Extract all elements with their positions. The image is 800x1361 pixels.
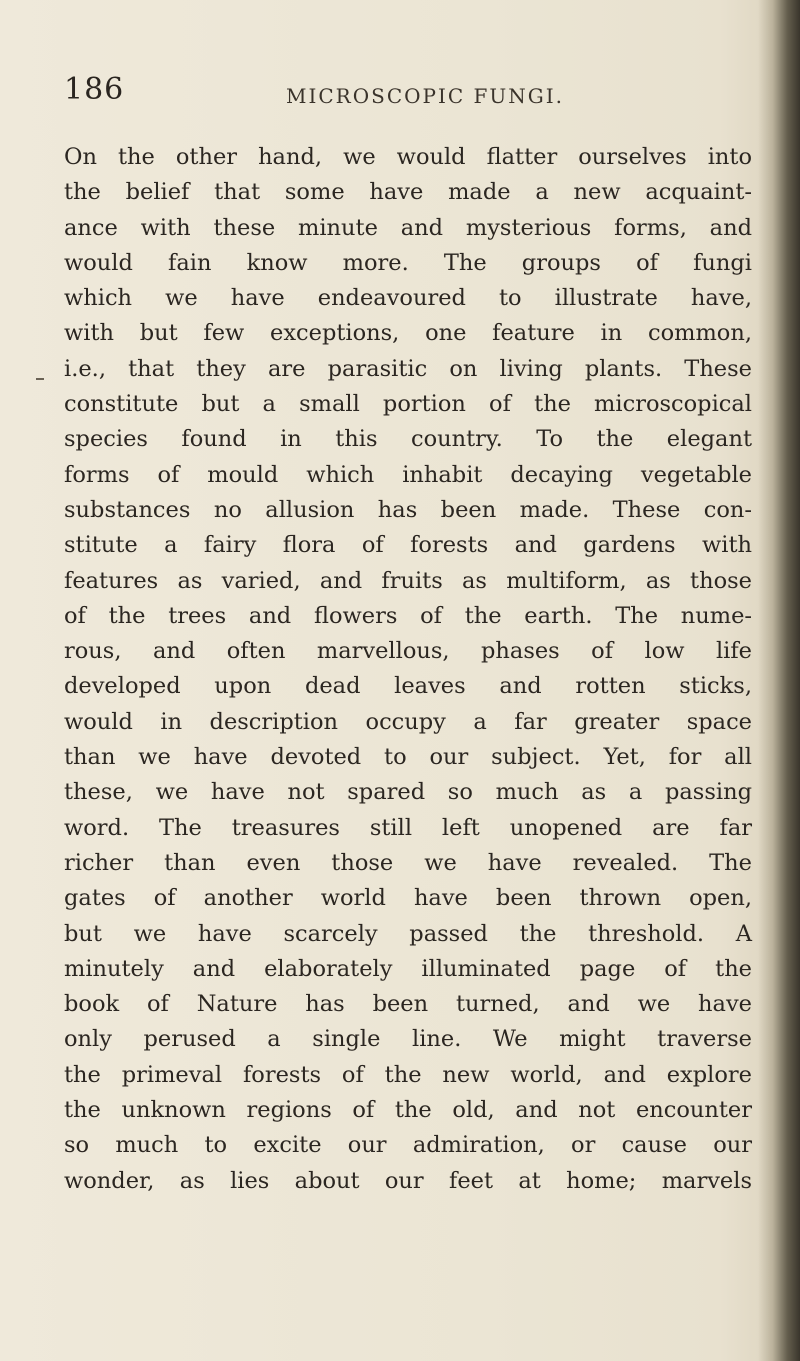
page-binding-shadow (758, 0, 800, 1361)
text-line: i.e., that they are parasitic on living plants. These (64, 355, 752, 382)
text-line: the unknown regions of the old, and not encounter (64, 1097, 752, 1124)
text-line: developed upon dead leaves and rotten sticks, (64, 673, 752, 700)
text-line: would in description occupy a far greater space (64, 708, 752, 735)
text-line: forms of mould which inhabit decaying vegetable (64, 461, 752, 488)
text-line: word. The treasures still left unopened are far (64, 814, 752, 841)
text-line: the primeval forests of the new world, and explore (64, 1061, 752, 1088)
text-line: the belief that some have made a new acquaint- (64, 179, 752, 206)
text-line: but we have scarcely passed the threshold. A (64, 920, 752, 947)
text-line: constitute but a small portion of the microscopical (64, 391, 752, 418)
text-line: book of Nature has been turned, and we have (64, 991, 752, 1018)
text-line: gates of another world have been thrown open, (64, 885, 752, 912)
text-line: features as varied, and fruits as multiform, as those (64, 567, 752, 594)
text-line: richer than even those we have revealed. The (64, 849, 752, 876)
text-line: species found in this country. To the elegant (64, 426, 752, 453)
text-line: minutely and elaborately illuminated page of the (64, 955, 752, 982)
text-line: would fain know more. The groups of fungi (64, 249, 752, 276)
page-header (64, 74, 744, 114)
text-line: ance with these minute and mysterious forms, and (64, 214, 752, 241)
text-line: with but few exceptions, one feature in common, (64, 320, 752, 347)
text-line: stitute a fairy flora of forests and gardens with (64, 532, 752, 559)
text-line: than we have devoted to our subject. Yet, for all (64, 744, 752, 771)
text-line: wonder, as lies about our feet at home; marvels (64, 1167, 752, 1194)
text-line: these, we have not spared so much as a passing (64, 779, 752, 806)
text-line: which we have endeavoured to illustrate have, (64, 285, 752, 312)
running-head: MICROSCOPIC FUNGI. (286, 84, 565, 108)
body-text (64, 140, 752, 1199)
text-line: On the other hand, we would flatter ourselves into (64, 144, 752, 170)
text-line: substances no allusion has been made. These con- (64, 496, 752, 523)
page-number: 186 (64, 72, 125, 107)
text-line: only perused a single line. We might traverse (64, 1026, 752, 1053)
text-line: of the trees and flowers of the earth. The nume- (64, 602, 752, 629)
text-line: rous, and often marvellous, phases of low life (64, 638, 752, 665)
margin-mark (36, 378, 44, 380)
text-line: so much to excite our admiration, or cause our (64, 1132, 752, 1159)
